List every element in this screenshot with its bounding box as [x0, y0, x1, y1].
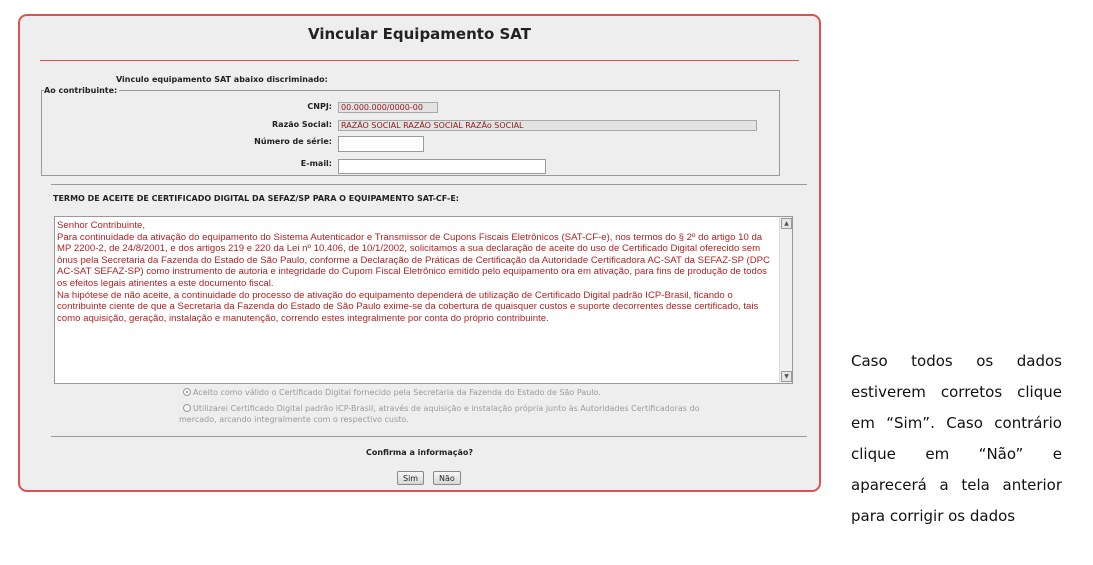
scroll-up-arrow-icon[interactable]: ▲ [781, 218, 792, 229]
icp-brasil-radio[interactable] [183, 404, 191, 412]
term-textarea[interactable] [54, 216, 793, 384]
accept-sefaz-label: Aceito como válido o Certificado Digital fornecido pela Secretaria da Fazenda do Estado de São Paulo. [193, 388, 601, 397]
contributor-legend: Ao contribuinte: [44, 86, 118, 95]
serial-number-label: Número de série: [254, 137, 332, 146]
sat-link-panel [18, 14, 821, 492]
razao-social-label: Razão Social: [272, 120, 332, 129]
yes-button[interactable]: Sim [397, 471, 424, 485]
term-paragraph: Na hipótese de não aceite, a continuidade do processo de ativação do equipamento dependerá de utilização de Certificado Digital padrão ICP-Brasil, ficando o contribuinte ciente de que a Secretaria da Fazenda do Estado de São Paulo exime-se da cobertura de quaisquer custos e suporte decorrentes desse certificado, tais como aquisição, geração, instalação e manutenção, correndo estes integralmente por conta do próprio contribuinte. [57, 289, 759, 324]
side-note-text: Caso todos os dados estiverem corretos clique em “Sim”. Caso contrário clique em “Não” e aparecerá a tela anterior para corrigir os dados [851, 352, 1062, 525]
email-label: E-mail: [300, 159, 332, 168]
term-paragraph: Senhor Contribuinte, [57, 220, 145, 231]
term-scrollbar[interactable] [779, 217, 792, 383]
no-button[interactable]: Não [433, 471, 461, 485]
cnpj-label: CNPJ: [307, 102, 332, 111]
contributor-fieldset [41, 86, 780, 176]
accept-sefaz-option[interactable] [183, 388, 601, 397]
accept-sefaz-radio[interactable] [183, 388, 191, 396]
scroll-down-arrow-icon[interactable]: ▼ [781, 371, 792, 382]
confirm-question: Confirma a informação? [365, 448, 473, 457]
form-subtitle: Vinculo equipamento SAT abaixo discriminado: [116, 75, 328, 84]
section-divider [51, 184, 807, 185]
term-paragraph: Para continuidade da ativação do equipamento do Sistema Autenticador e Transmissor de Cupons Fiscais Eletrônicos (SAT-CF-e), nos termos do § 2º do artigo 10 da MP 2200-2, de 24/8/2001, e dos artigos 219 e 220 da Lei nº 10.406, de 10/1/2002, solicitamos a sua declaração de aceite do uso de Certificado Digital oferecido sem ônus pela Secretaria da Fazenda do Estado de São Paulo, conforme a Declaração de Práticas de Certificação da Autoridade Certificadora AC-SAT da SEFAZ-SP (DPC AC-SAT SEFAZ-SP) como instrumento de autoria e integridade do Cupom Fiscal Eletrônico emitido pelo equipamento ora em ativação, para fins de produção de todos os efeitos legais atinentes a este documento fiscal. [57, 231, 770, 289]
term-heading: TERMO DE ACEITE DE CERTIFICADO DIGITAL DA SEFAZ/SP PARA O EQUIPAMENTO SAT-CF-E: [53, 194, 459, 203]
cnpj-field: 00.000.000/0000-00 [338, 102, 438, 113]
icp-brasil-label: Utilizarei Certificado Digital padrão ICP-Brasil, através de aquisição e instalação própria junto às Autoridades Certificadoras do mercado, arcando integralmente com o respectivo custo. [179, 404, 700, 424]
email-input[interactable] [338, 159, 546, 174]
page-title: Vincular Equipamento SAT [308, 25, 531, 43]
title-divider [40, 60, 799, 61]
icp-brasil-option[interactable] [179, 403, 739, 425]
serial-number-input[interactable] [338, 136, 424, 152]
confirm-divider [51, 436, 807, 437]
term-text [57, 220, 776, 324]
razao-social-field: RAZÃO SOCIAL RAZÃO SOCIAL RAZÃo SOCIAL [338, 120, 757, 131]
